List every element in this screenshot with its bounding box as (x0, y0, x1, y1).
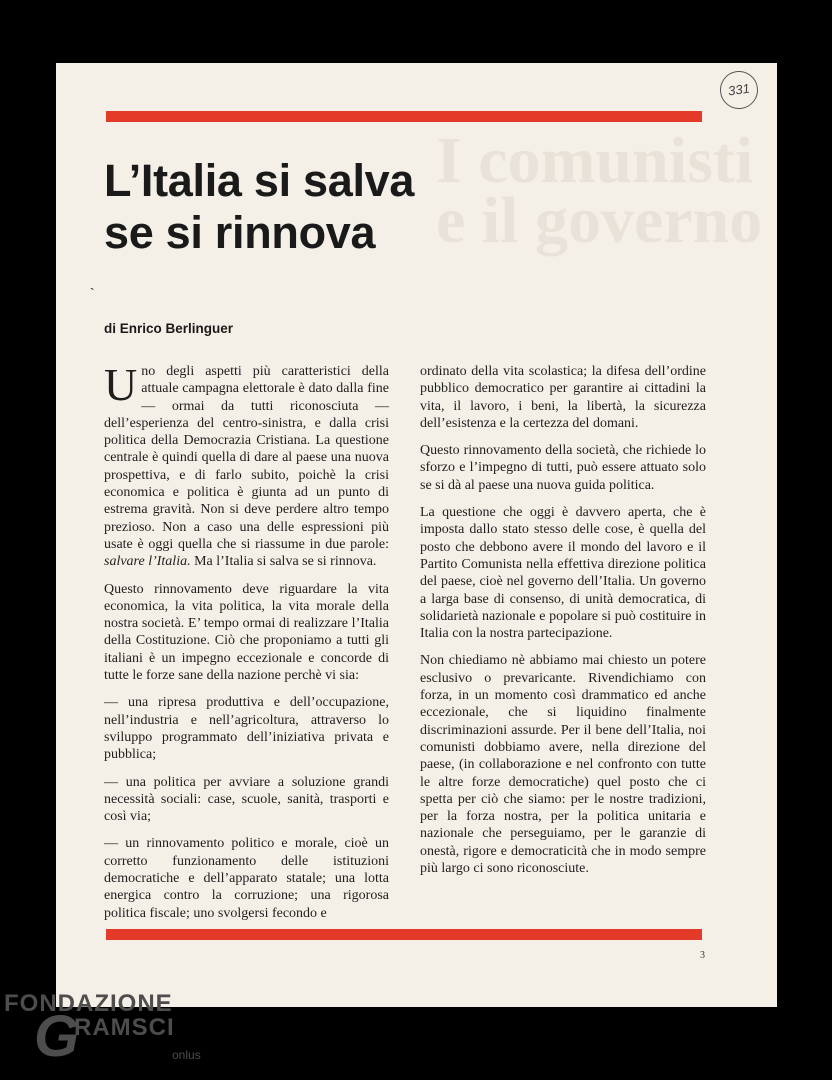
title-line-1: L’Italia si salva (104, 155, 415, 206)
paragraph: Questo rinnovamento della società, che richiede lo sforzo e l’impegno di tutti, può essere attuato solo se si dà al paese una nuova guida politica. (420, 443, 706, 493)
article-title (104, 155, 414, 259)
bleed-through-text: I comunisti e il governo (436, 124, 763, 257)
paragraph: Questo rinnovamento deve riguardare la vita economica, la vita politica, la vita morale della nostra società. E’ tempo ormai di realizzare l’Italia della Costituzione. Ciò che proponiamo a tutti gli italiani è un impegno eccezionale e concorde di tutte le forze sane della nazione perchè vi sia: (104, 581, 389, 684)
bottom-red-rule (106, 929, 702, 940)
document-page (56, 63, 777, 1007)
byline: di Enrico Berlinguer (104, 321, 234, 336)
tick-mark: ` (90, 285, 95, 301)
right-column (420, 363, 706, 887)
watermark-g-letter: G (34, 1004, 80, 1069)
page-number: 3 (700, 950, 705, 961)
paragraph: — un rinnovamento politico e morale, cioè un corretto funzionamento delle istituzioni democratiche e dell’apparato statale; una lotta energica contro la corruzione; una rigorosa politica fiscale; uno svolgersi fecondo e (104, 836, 389, 921)
watermark-line-1: FONDAZIONE (4, 990, 173, 1017)
archive-number-stamp: 331 (718, 69, 761, 112)
fondazione-gramsci-watermark (4, 990, 244, 1075)
paragraph: — una ripresa produttiva e dell’occupazione, nell’industria e nell’agricoltura, attraverso lo sviluppo programmato dell’iniziativa privata e pubblica; (104, 695, 389, 763)
paragraph: ordinato della vita scolastica; la difesa dell’ordine pubblico democratico per garantire ai cittadini la vita, il lavoro, i beni, la libertà, la sicurezza dell’esistenza e la certezza del domani. (420, 364, 706, 431)
paragraph: Non chiediamo nè abbiamo mai chiesto un potere esclusivo o prevaricante. Rivendichiamo con forza, in un momento così drammatico ed anche eccezionale, che si liquidino finalmente discriminazioni assurde. Per il bene dell’Italia, noi comunisti dobbiamo avere, nella direzione del paese, (in collaborazione e nel confronto con tutte le altre forze democratiche) quel posto che ci spetta per ciò che siamo: per le nostre tradizioni, per la forza nostra, per la politica unitaria e nazionale che perseguiamo, per le garanzie di onestà, rigore e democraticità che in modo sempre più largo ci sono riconosciute. (420, 653, 706, 877)
top-red-rule (106, 111, 702, 122)
paragraph: La questione che oggi è davvero aperta, che è imposta dallo stato stesso delle cose, è quella del posto che debbono avere il mondo del lavoro e il Partito Comunista nella effettiva direzione politica del paese, cioè nel governo dell’Italia. Un governo a larga base di consenso, di unità democratica, di solidarietà nazionale e popolare si può costituire in Italia con la nostra partecipazione. (420, 505, 706, 642)
paragraph: Uno degli aspetti più caratteristici della attuale campagna elettorale è dato dalla fine — ormai da tutti riconosciuta — dell’esperienza del centro-sinistra, e dalla crisi politica della Democrazia Cristiana. La questione centrale è quindi quella di dare al paese una nuova prospettiva, e di farlo subito, poichè la crisi economica e politica è giunta ad un punto di estrema gravità. Non si deve perdere altro tempo prezioso. Non a caso una delle espressioni più usate è oggi quella che si riassume in due parole: salvare l’Italia. Ma l’Italia si salva se si rinnova. (104, 359, 389, 570)
watermark-line-3: onlus (172, 1048, 201, 1062)
title-line-2: se si rinnova (104, 207, 376, 258)
watermark-line-2: RAMSCI (74, 1014, 175, 1041)
left-column (104, 359, 389, 932)
paragraph: — una politica per avviare a soluzione grandi necessità sociali: case, scuole, sanità, trasporti e così via; (104, 774, 389, 825)
drop-cap: U (104, 359, 138, 410)
